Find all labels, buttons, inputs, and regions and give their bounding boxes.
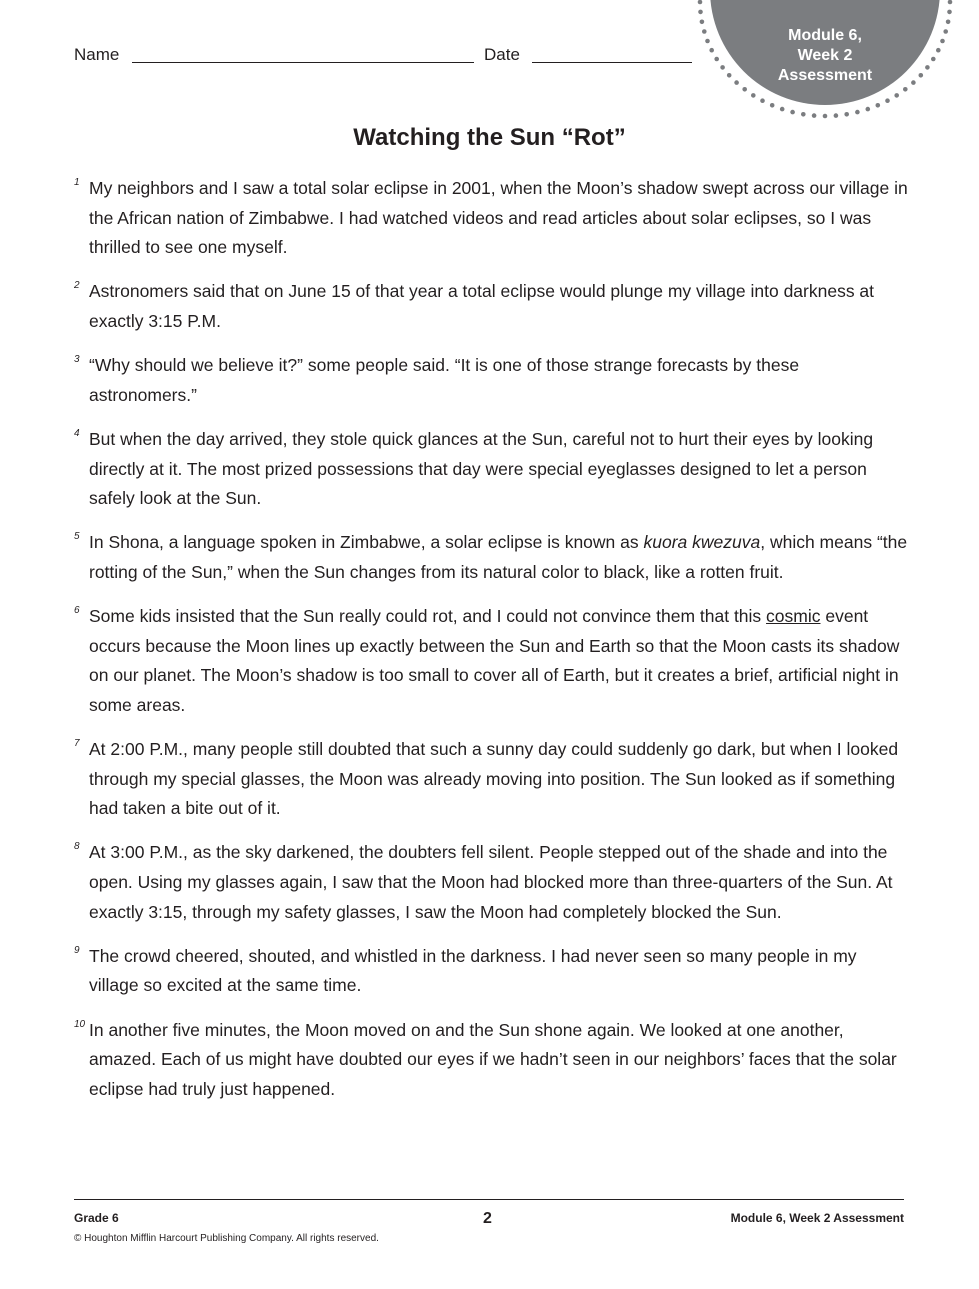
paragraph-text: “Why should we believe it?” some people said. “It is one of those strange forecasts by these astronomers.” (89, 355, 800, 405)
vocabulary-word-cosmic: cosmic (766, 606, 821, 627)
badge-dot (903, 87, 908, 92)
paragraph-number: 8 (74, 841, 80, 853)
badge-dot (698, 10, 703, 15)
paragraph-6 (74, 602, 909, 720)
badge-text (750, 26, 900, 86)
paragraph-text: My neighbors and I saw a total solar eclipse in 2001, when the Moon’s shadow swept across our village in the African nation of Zimbabwe. I had watched videos and read articles about solar eclipses, so I was thrilled to see one myself. (89, 178, 908, 258)
paragraph-text-after: event occurs because the Moon lines up exactly between the Sun and Earth so that the Moon casts its shadow on our planet. The Moon’s shadow is too small to cover all of Earth, but it creates a brief, artificial night in some areas. (89, 606, 900, 715)
paragraph-3 (74, 351, 909, 410)
name-label: Name (74, 45, 120, 64)
badge-line-1: Module 6, (788, 27, 862, 44)
paragraph-text-after: , which means “the rotting of the Sun,” when the Sun changes from its natural color to black, like a rotten fruit. (89, 532, 908, 582)
paragraph-text: Astronomers said that on June 15 of that year a total eclipse would plunge my village into darkness at exactly 3:15 P.M. (89, 281, 875, 331)
badge-dot (931, 57, 936, 62)
paragraph-8 (74, 838, 909, 927)
badge-dot (698, 0, 703, 4)
badge-dot (709, 48, 714, 53)
badge-dot (947, 10, 952, 15)
badge-dot (801, 112, 806, 117)
paragraph-7 (74, 735, 909, 824)
paragraph-4 (74, 425, 909, 514)
paragraph-number: 7 (74, 738, 80, 750)
badge-dot (940, 39, 945, 44)
paragraph-2 (74, 277, 909, 336)
date-label: Date (484, 45, 520, 64)
badge-dot (720, 65, 725, 70)
paragraph-text-before: In Shona, a language spoken in Zimbabwe, a solar eclipse is known as (89, 532, 644, 553)
badge-dot (823, 114, 828, 119)
paragraph-number: 6 (74, 605, 80, 617)
badge-dot (734, 80, 739, 85)
badge-dot (919, 73, 924, 78)
paragraph-text: But when the day arrived, they stole quick glances at the Sun, careful not to hurt their eyes by looking directly at it. The most prized possessions that day were special eyeglasses designed to let a person safely look at the Sun. (89, 428, 874, 509)
badge-dot (780, 107, 785, 112)
badge-dot (948, 0, 953, 4)
badge-dot (844, 112, 849, 117)
badge-dot (700, 20, 705, 25)
paragraph-9 (74, 942, 909, 1001)
badge-dot (702, 29, 707, 34)
badge-dot (885, 98, 890, 103)
paragraph-text: At 3:00 P.M., as the sky darkened, the doubters fell silent. People stepped out of the shade and into the open. Using my glasses again, I saw that the Moon had blocked more than three-quarters of the Sun. At exactly 3:15, through my safety glasses, I saw the Moon had completely blocked the Sun. (89, 842, 893, 922)
badge-dot (834, 113, 839, 118)
badge-dot (925, 65, 930, 70)
paragraph-text: At 2:00 P.M., many people still doubted that such a sunny day could suddenly go dark, but when I looked through my special glasses, the Moon was already moving into position. The Sun looked as if something had taken a bite out of it. (89, 739, 899, 819)
badge-dot (943, 29, 948, 34)
badge-dot (876, 103, 881, 108)
copyright-notice: © Houghton Mifflin Harcourt Publishing Company. All rights reserved. (74, 1233, 379, 1244)
passage-title: Watching the Sun “Rot” (353, 124, 626, 151)
paragraph-number: 1 (74, 177, 80, 188)
badge-dot (727, 73, 732, 78)
paragraph-text: The crowd cheered, shouted, and whistled in the darkness. I had never seen so many people in my village so excited at the same time. (89, 945, 857, 996)
badge-dot (855, 110, 860, 115)
paragraph-number: 10 (74, 1018, 86, 1030)
footer-module: Module 6, Week 2 Assessment (730, 1211, 904, 1225)
paragraph-text: In another five minutes, the Moon moved on and the Sun shone again. We looked at one another, amazed. Each of us might have doubted our eyes if we hadn’t seen in our neighbors’ faces that the solar eclipse had truly just happened. (89, 1019, 897, 1099)
paragraph-number: 9 (74, 944, 80, 956)
date-field-line[interactable] (532, 62, 692, 63)
badge-dot (946, 20, 951, 25)
footer-grade: Grade 6 (74, 1211, 119, 1225)
badge-dot (894, 93, 899, 98)
badge-dot (751, 93, 756, 98)
paragraph-5 (74, 528, 909, 587)
badge-dot (936, 48, 941, 53)
badge-dot (790, 110, 795, 115)
shona-term: kuora kwezuva (643, 532, 761, 553)
badge-line-3: Assessment (777, 67, 873, 84)
name-field-line[interactable] (132, 62, 474, 63)
badge-dot (770, 103, 775, 108)
module-badge (690, 0, 960, 120)
badge-dot (714, 57, 719, 62)
paragraph-10 (74, 1016, 909, 1105)
badge-dot (705, 39, 710, 44)
badge-dot (812, 113, 817, 118)
page-number: 2 (483, 1210, 492, 1227)
badge-line-2: Week 2 (797, 47, 853, 64)
paragraph-number: 5 (74, 531, 80, 543)
paragraph-number: 3 (74, 354, 80, 366)
paragraph-number: 2 (74, 280, 80, 292)
badge-dot (742, 87, 747, 92)
footer-divider (74, 1199, 904, 1200)
badge-dot (911, 80, 916, 85)
paragraph-number: 4 (74, 427, 80, 439)
badge-dot (866, 107, 871, 112)
paragraph-1 (74, 174, 909, 263)
badge-dot (760, 98, 765, 103)
passage-body (74, 174, 909, 1119)
paragraph-text-before: Some kids insisted that the Sun really could rot, and I could not convince them that this (89, 606, 767, 627)
